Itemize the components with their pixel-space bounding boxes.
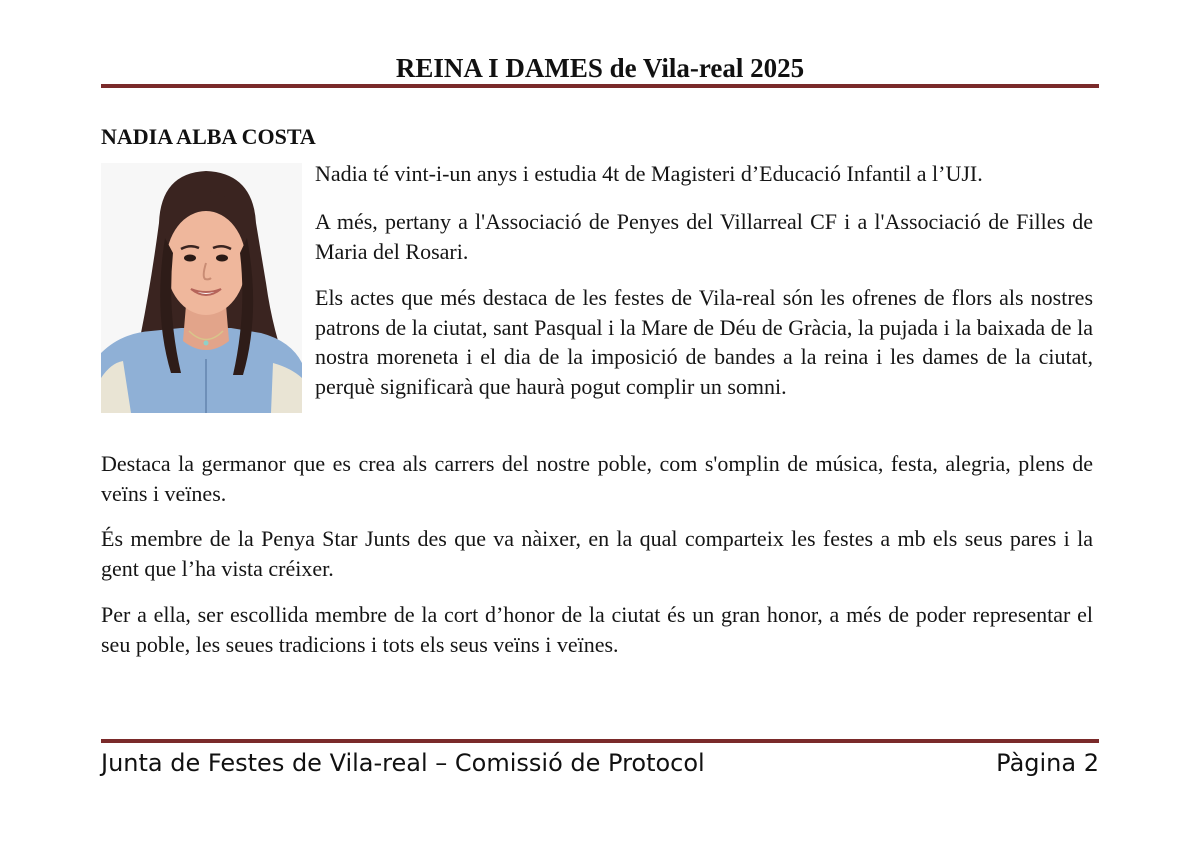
paragraph-honor: Per a ella, ser escollida membre de la cort d’honor de la ciutat és un gran honor, a més de poder representar el seu poble, les seues tradicions i tots els seus veïns i veïnes. (101, 602, 1093, 657)
paragraph-favorite-events: Els actes que més destaca de les festes de Vila-real són les ofrenes de flors als nostres patrons de la ciutat, sant Pasqual i la Mare de Déu de Gràcia, la pujada i la baixada de la nostra moreneta i el dia de la imposició de bandes a la reina i les dames de la ciutat, perquè significarà que haurà pogut complir un somni. (315, 285, 1093, 399)
person-name: NADIA ALBA COSTA (101, 124, 316, 149)
footer-organization: Junta de Festes de Vila-real – Comissió de Protocol (101, 749, 705, 777)
header-divider (101, 84, 1099, 88)
portrait-photo (101, 163, 302, 413)
paragraph-brotherhood: Destaca la germanor que es crea als carrers del nostre poble, com s'omplin de música, festa, alegria, plens de veïns i veïnes. (101, 451, 1093, 506)
paragraph-associations: A més, pertany a l'Associació de Penyes del Villarreal CF i a l'Associació de Filles de Maria del Rosari. (315, 209, 1093, 264)
paragraph-penya-membership: És membre de la Penya Star Junts des que va nàixer, en la qual comparteix les festes a mb els seus pares i la gent que l’ha vista créixer. (101, 526, 1093, 581)
page-number: Pàgina 2 (996, 749, 1099, 777)
footer-divider (101, 739, 1099, 743)
paragraph-age-studies: Nadia té vint-i-un anys i estudia 4t de Magisteri d’Educació Infantil a l’UJI. (315, 161, 983, 186)
page-title: REINA I DAMES de Vila-real 2025 (395, 53, 805, 83)
